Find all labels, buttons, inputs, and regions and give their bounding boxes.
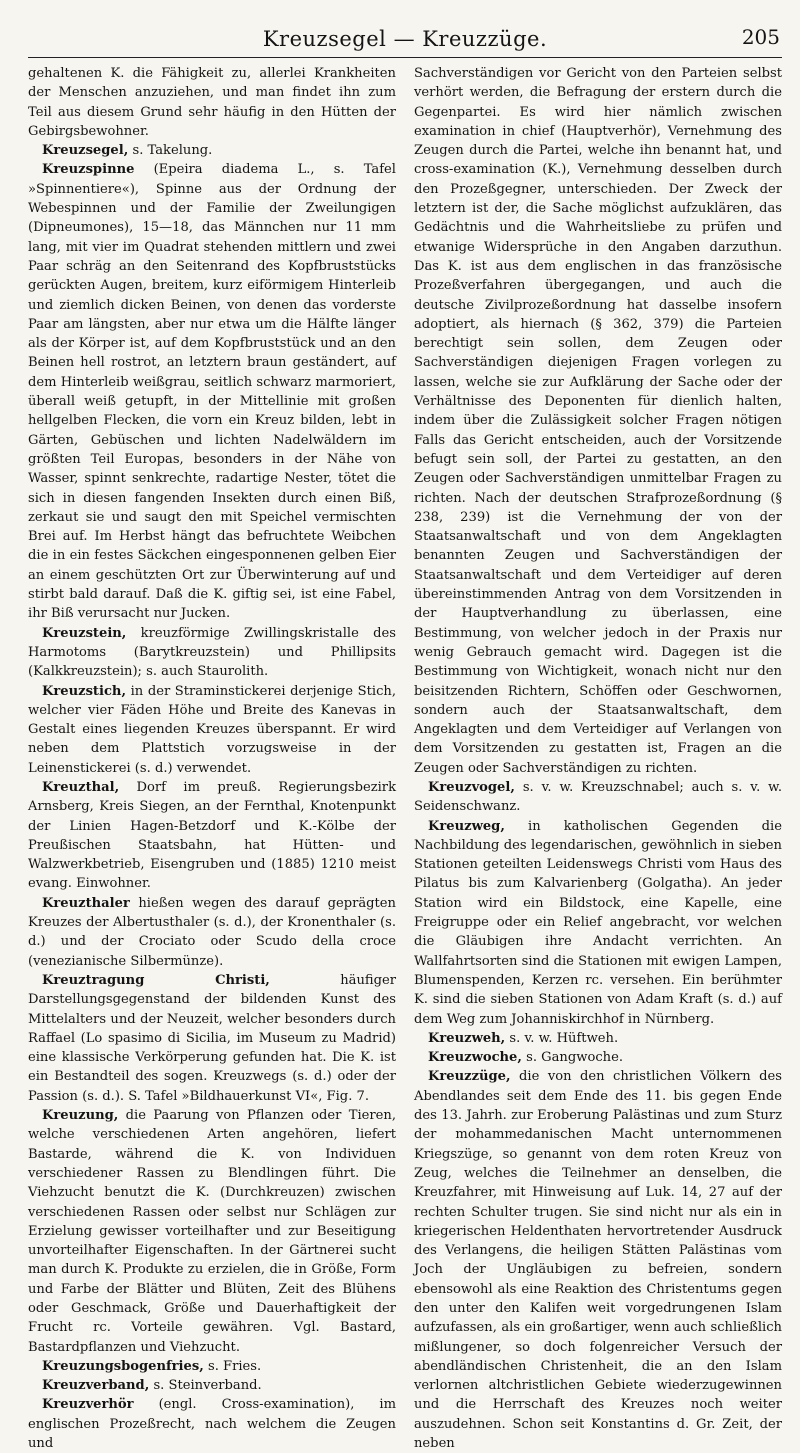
- dictionary-entry: [414, 64, 782, 778]
- entry-text: s. Steinverband.: [153, 1378, 262, 1394]
- entry-text: s. Gangwoche.: [526, 1050, 624, 1066]
- entry-text: in katholischen Gegenden die Nachbildung des legendarischen, gewöhnlich in sieben Stationen geteilten Leidenswegs Christi vom Haus des Pilatus bis zum Kalvarienberg (Golgatha). An jeder Station wird ein Bildstock, eine Kapelle, eine Freigruppe oder ein Relief angebracht, vor welchen die Gläubigen ihre Andacht verrichten. An Wallfahrtsorten sind die Stationen mit ewigen Lampen, Blumenspenden, Kerzen rc. versehen. Ein berühmter K. sind die sieben Stationen von Adam Kraft (s. d.) auf dem Weg zum Johanniskirchhof in Nürnberg.: [414, 818, 782, 1027]
- entry-headword: Kreuzsegel,: [42, 143, 129, 159]
- dictionary-entry: [28, 1106, 396, 1357]
- right-column: [414, 64, 782, 1453]
- entry-headword: Kreuztragung Christi,: [42, 972, 270, 988]
- dictionary-entry: [414, 1048, 782, 1067]
- entry-headword: Kreuzthaler: [42, 895, 130, 911]
- entry-text: gehaltenen K. die Fähigkeit zu, allerlei Krankheiten der Menschen anzuziehen, und man findet ihn zum Teil aus diesem Grund sehr häufig in den Hütten der Gebirgsbewohner.: [28, 66, 396, 139]
- dictionary-entry: [414, 1029, 782, 1048]
- entry-headword: Kreuzvogel,: [428, 779, 515, 795]
- entry-headword: Kreuzweg,: [428, 818, 505, 834]
- entry-text: hießen wegen des darauf geprägten Kreuzes der Albertusthaler (s. d.), der Kronenthaler (s. d.) und der Crociato oder Scudo della croce (venezianische Silbermünze).: [28, 895, 396, 969]
- entry-headword: Kreuzweh,: [428, 1030, 506, 1046]
- dictionary-entry: [414, 1067, 782, 1453]
- entry-text: s. Takelung.: [132, 143, 213, 159]
- entry-headword: Kreuzspinne: [42, 162, 135, 178]
- entry-text: Sachverständigen vor Gericht von den Parteien selbst verhört werden, die Befragung der erstern durch die Gegenpartei. Es wird hier nämlich zwischen examination in chief (Hauptverhör), Vernehmung des Zeugen durch die Partei, welche ihn benannt hat, und cross-examination (K.), Vernehmung desselben durch den Prozeßgegner, unterschieden. Der Zweck der letztern ist der, die Sache möglichst aufzuklären, das Gedächtnis und die Wahrheitsliebe zu prüfen und etwanige Widersprüche in den Angaben darzuthun. Das K. ist aus dem englischen in das französische Prozeßverfahren übergegangen, und auch die deutsche Zivilprozeßordnung hat dasselbe insofern adoptiert, als hiernach (§ 362, 379) die Parteien berechtigt sein sollen, dem Zeugen oder Sachverständigen diejenigen Fragen vorlegen zu lassen, welche sie zur Aufklärung der Sache oder der Verhältnisse des Deponenten für dienlich halten, indem über die Zulässigkeit solcher Fragen nötigen Falls das Gericht entscheiden, auch der Vorsitzende befugt sein soll, der Partei zu gestatten, an den Zeugen oder Sachverständigen unmittelbar Fragen zu richten. Nach der deutschen Strafprozeßordnung (§ 238, 239) ist die Vernehmung der von der Staatsanwaltschaft und von dem Angeklagten benannten Zeugen und Sachverständigen der Staatsanwaltschaft und dem Verteidiger auf deren übereinstimmenden Antrag von dem Vorsitzenden in der Hauptverhandlung zu überlassen, eine Bestimmung, von welcher jedoch in der Praxis nur wenig Gebrauch gemacht wird. Dagegen ist die Bestimmung von Wichtigkeit, wonach nicht nur den beisitzenden Richtern, Schöffen oder Geschwornen, sondern auch der Staatsanwaltschaft, dem Angeklagten und dem Verteidiger auf Verlangen von dem Vorsitzenden zu gestatten ist, Fragen an die Zeugen oder Sachverständigen zu richten.: [414, 66, 782, 776]
- entry-text: in der Straminstickerei derjenige Stich, welcher vier Fäden Höhe und Breite des Kanevas in Gestalt eines liegenden Kreuzes überspannt. Er wird neben dem Plattstich vorzugsweise in der Leinenstickerei (s. d.) verwendet.: [28, 683, 396, 776]
- entry-text: kreuzförmige Zwillingskristalle des Harmotoms (Barytkreuzstein) und Phillipsits (Kalkkreuzstein); s. auch Staurolith.: [28, 625, 396, 680]
- entry-headword: Kreuzungsbogenfries,: [42, 1358, 204, 1374]
- entry-headword: Kreuzstein,: [42, 625, 127, 641]
- entry-text: (engl. Cross-examination), im englischen Prozeßrecht, nach welchem die Zeugen und: [28, 1397, 397, 1452]
- entry-text: s. Fries.: [207, 1358, 262, 1374]
- entry-text: s. v. w. Hüftweh.: [509, 1030, 619, 1046]
- entry-headword: Kreuzwoche,: [428, 1050, 522, 1066]
- dictionary-entry: [28, 894, 396, 971]
- page-header: [28, 0, 782, 58]
- dictionary-entry: [28, 778, 396, 894]
- entry-text: Dorf im preuß. Regierungsbezirk Arnsberg, Kreis Siegen, an der Fernthal, Knotenpunkt der Linien Hagen-Betzdorf und K.-Kölbe der Preußischen Staatsbahn, hat Hütten- und Walzwerkbetrieb, Eisengruben und (1885) 1210 meist evang. Einwohner.: [28, 779, 396, 892]
- dictionary-entry: [28, 971, 396, 1106]
- entry-text: die Paarung von Pflanzen oder Tieren, welche verschiedenen Arten angehören, liefert Bastarde, während die K. von Individuen verschiedener Rassen zu Blendlingen führt. Die Viehzucht benutzt die K. (Durchkreuzen) zwischen verschiedenen Rassen oder selbst nur Schlägen zur Erzielung gewisser vorteilhafter und zur Beseitigung unvorteilhafter Eigenschaften. In der Gärtnerei sucht man durch K. Produkte zu erzielen, die in Größe, Form und Farbe der Blätter und Blüten, Zeit des Blühens oder Geschmack, Größe und Dauerhaftigkeit der Frucht rc. Vorteile gewähren. Vgl. Bastard, Bastardpflanzen und Viehzucht.: [28, 1108, 397, 1355]
- dictionary-entry: [28, 64, 396, 141]
- dictionary-entry: [414, 778, 782, 817]
- entry-text: die von den christlichen Völkern des Abendlandes seit dem Ende des 11. bis gegen Ende des 13. Jahrh. zur Eroberung Palästinas und zum Sturz der mohammedanischen Macht unternommenen Kriegszüge, so genannt von dem roten Kreuz von Zeug, welches die Teilnehmer an denselben, die Kreuzfahrer, mit Hinweisung auf Luk. 14, 27 auf der rechten Schulter trugen. Sie sind nicht nur als ein in kriegerischen Heldenthaten hervortretender Ausdruck des Verlangens, die heiligen Stätten Palästinas vom Joch der Ungläubigen zu befreien, sondern ebensowohl als eine Reaktion des Christentums gegen den unter den Kalifen weit vorgedrungenen Islam aufzufassen, als ein großartiger, wenn auch schließlich mißlungener, so doch folgenreicher Versuch der abendländischen Christenheit, die an den Islam verlornen altchristlichen Gebiete wiederzugewinnen und die Herrschaft des Kreuzes noch weiter auszudehnen. Schon seit Konstantins d. Gr. Zeit, der neben: [414, 1069, 782, 1452]
- entry-headword: Kreuzung,: [42, 1108, 119, 1124]
- dictionary-entry: [28, 1395, 396, 1453]
- entry-headword: Kreuzthal,: [42, 779, 120, 795]
- page-number: 205: [741, 25, 780, 49]
- entry-headword: Kreuzzüge,: [428, 1069, 511, 1085]
- text-columns: [28, 64, 782, 1452]
- left-column: [28, 64, 396, 1453]
- running-title: Kreuzsegel — Kreuzzüge.: [262, 27, 548, 51]
- dictionary-entry: [28, 141, 396, 160]
- dictionary-entry: [28, 624, 396, 682]
- dictionary-entry: [28, 160, 396, 623]
- entry-headword: Kreuzverhör: [42, 1397, 134, 1413]
- dictionary-entry: [28, 1376, 396, 1395]
- dictionary-entry: [28, 1357, 396, 1376]
- entry-text: häufiger Darstellungsgegenstand der bildenden Kunst des Mittelalters und der Neuzeit, welcher besonders durch Raffael (Lo spasimo di Sicilia, im Museum zu Madrid) eine klassische Verkörperung gefunden hat. Die K. ist ein Bestandteil des sogen. Kreuzwegs (s. d.) oder der Passion (s. d.). S. Tafel »Bildhauerkunst VI«, Fig. 7.: [28, 972, 396, 1104]
- entry-text: (Epeira diadema L., s. Tafel »Spinnentiere«), Spinne aus der Ordnung der Webespinnen und der Familie der Zweilungigen (Dipneumones), 15—18, das Männchen nur 11 mm lang, mit vier im Quadrat stehenden mittlern und zwei Paar schräg an den Seitenrand des Kopfbruststücks gerückten Augen, breitem, kurz eiförmigem Hinterleib und ziemlich dicken Beinen, von denen das vorderste Paar am längsten, aber nur etwa um die Hälfte länger als der Körper ist, auf dem Kopfbruststück und an den Beinen hell rostrot, an letztern braun geständert, auf dem Hinterleib weißgrau, seitlich schwarz marmoriert, überall weiß getupft, in der Mittellinie mit großen hellgelben Flecken, die vorn ein Kreuz bilden, lebt in Gärten, Gebüschen und lichten Nadelwäldern im größten Teil Europas, besonders in der Nähe von Wasser, spinnt senkrechte, radartige Nester, tötet die sich in diesen fangenden Insekten durch einen Biß, zerkaut sie und saugt den mit Speichel vermischten Brei auf. Im Herbst hängt das befruchtete Weibchen die in ein festes Säckchen eingesponnenen gelben Eier an einem geschützten Ort zur Überwinterung auf und stirbt bald darauf. Daß die K. giftig sei, ist eine Fabel, ihr Biß verursacht nur Jucken.: [28, 162, 396, 622]
- entry-text: s. v. w. Kreuzschnabel; auch s. v. w. Seidenschwanz.: [414, 779, 782, 815]
- entry-headword: Kreuzstich,: [42, 683, 127, 699]
- dictionary-entry: [414, 817, 782, 1029]
- dictionary-entry: [28, 682, 396, 778]
- entry-headword: Kreuzverband,: [42, 1378, 150, 1394]
